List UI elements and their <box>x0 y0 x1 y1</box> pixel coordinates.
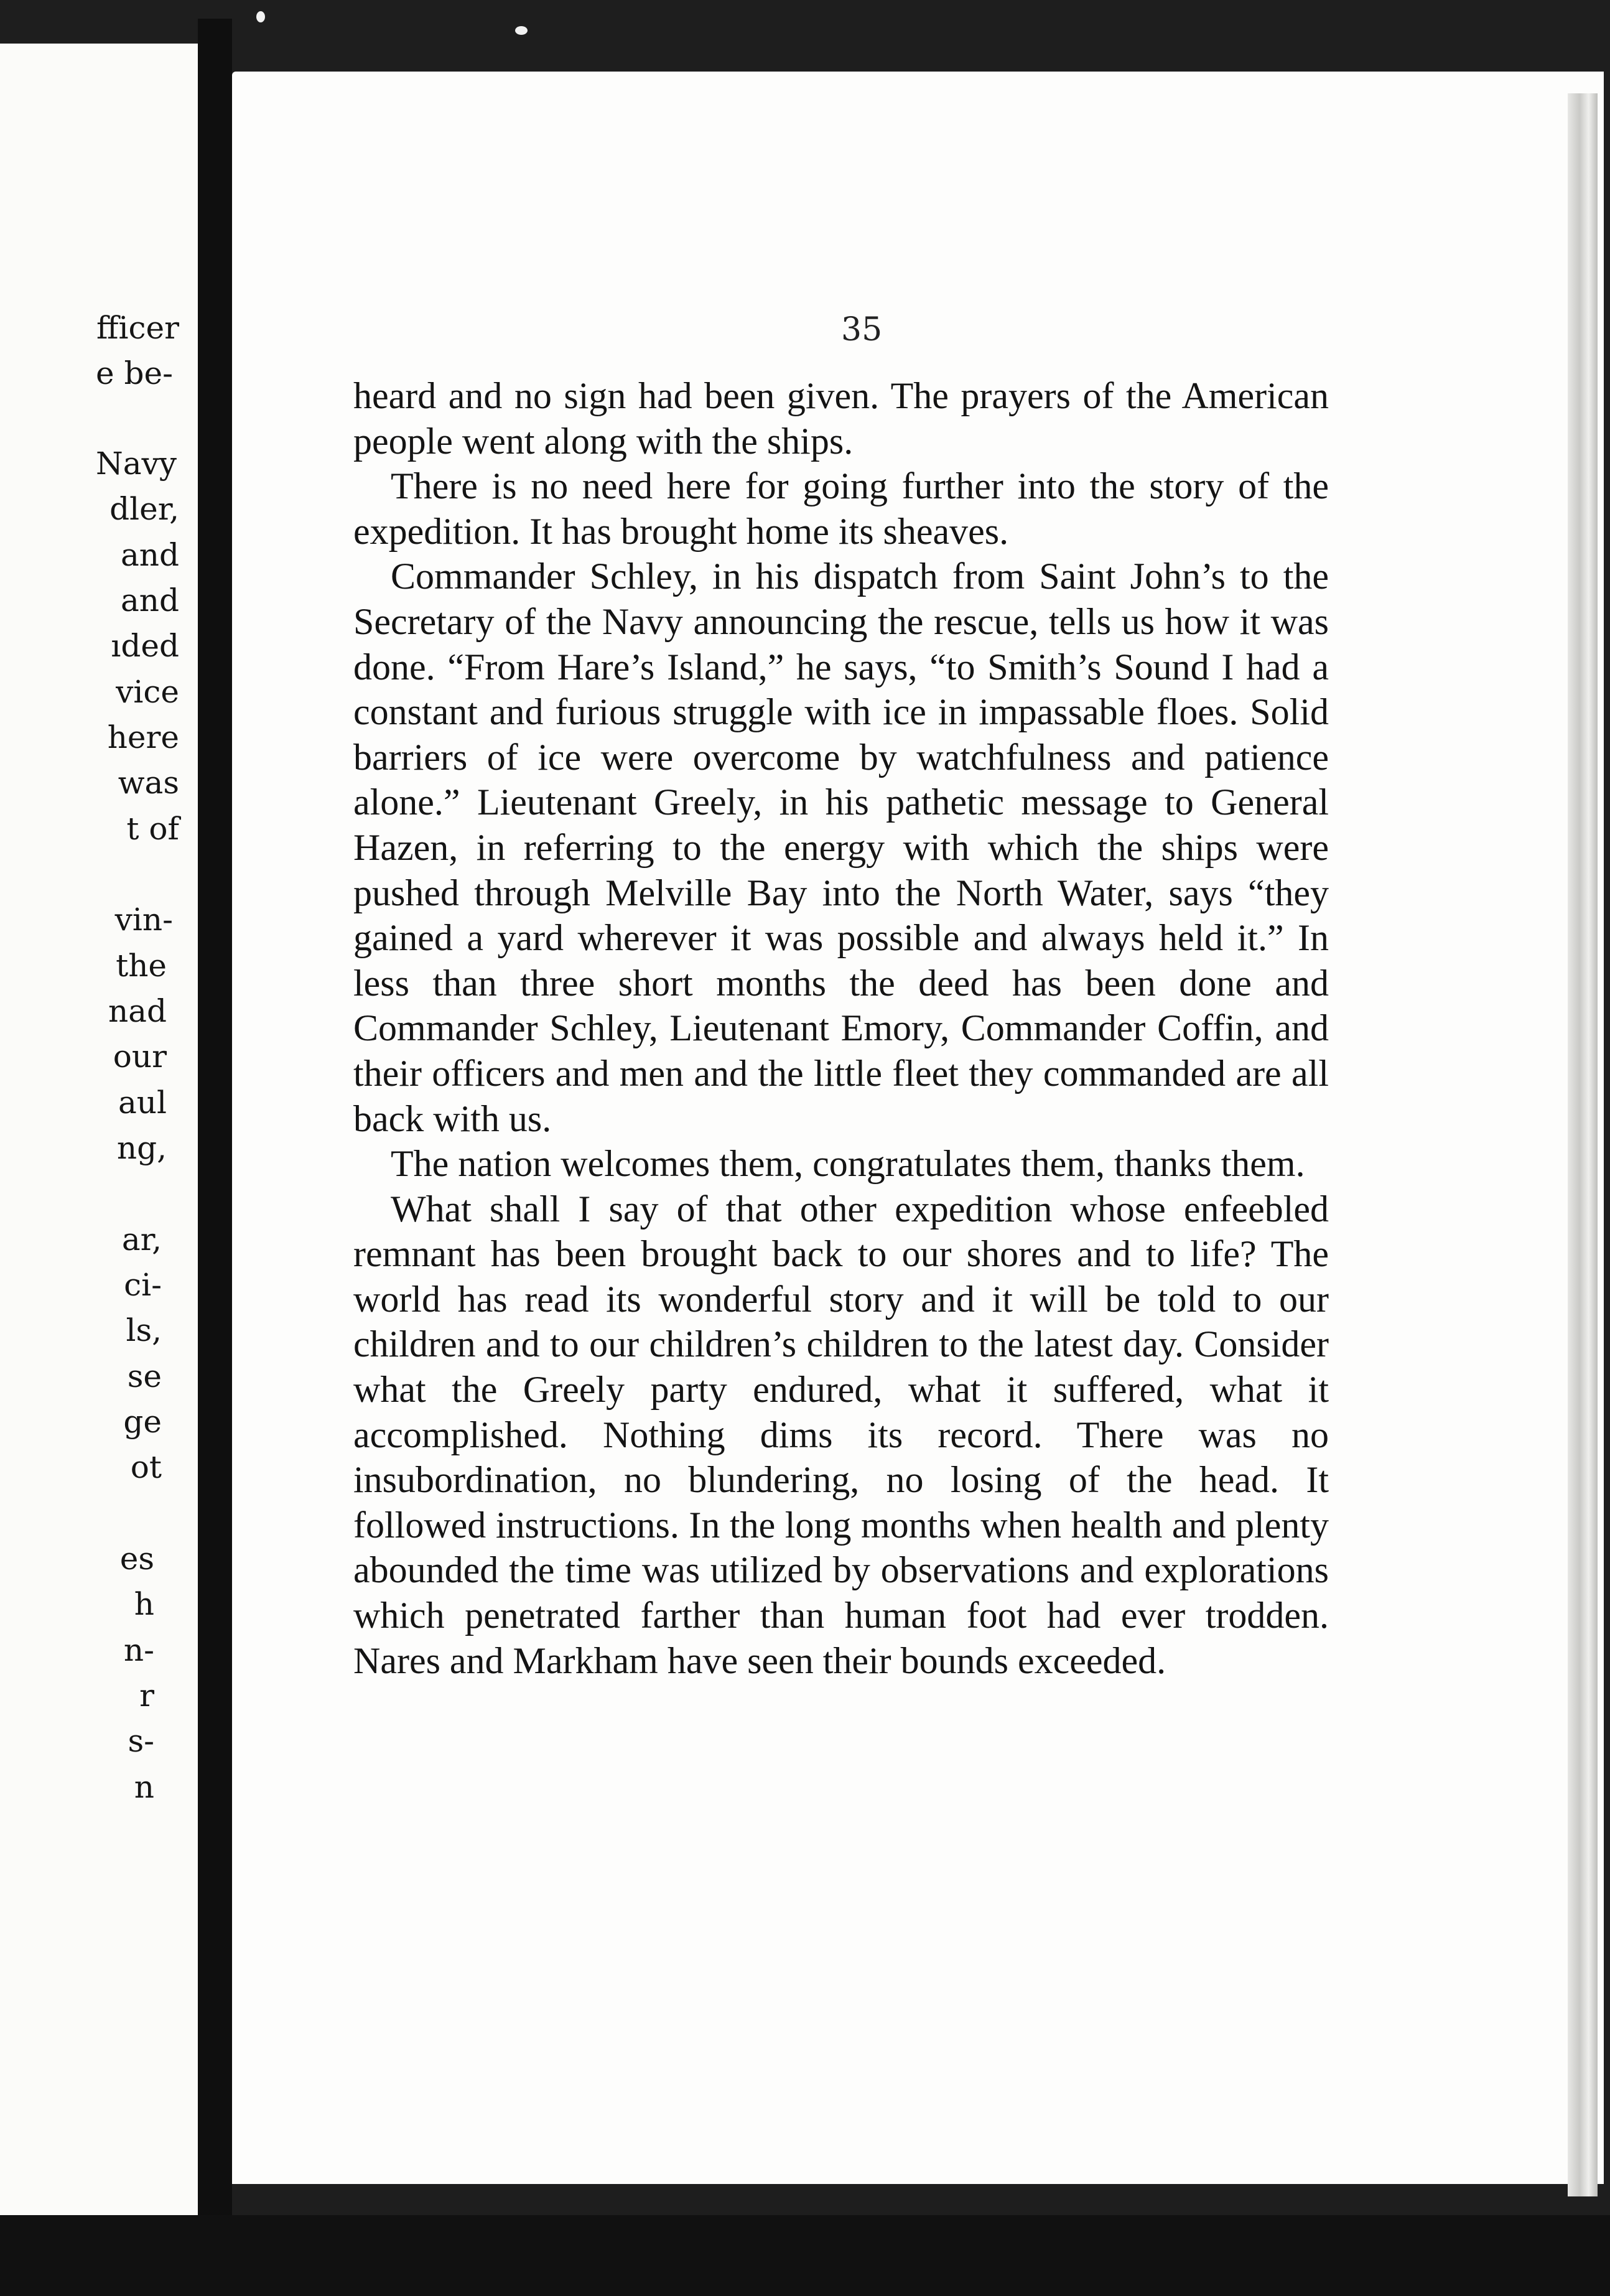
left-page-line: se <box>127 1358 162 1394</box>
paragraph: heard and no sign had been given. The prayers of the American people went along with the ships. <box>353 375 1329 462</box>
body-text <box>353 373 1329 1683</box>
left-page-line: our <box>113 1038 167 1075</box>
scan-speck <box>515 26 528 35</box>
left-page-line: e be- <box>96 355 173 391</box>
book-binding-gutter <box>198 19 232 2234</box>
left-page-line: n <box>134 1769 154 1805</box>
left-page-line: vice <box>116 674 179 710</box>
left-page-line: s- <box>128 1723 154 1759</box>
left-page-line: h <box>134 1586 154 1622</box>
left-page-line: t of <box>126 811 179 847</box>
paragraph: Commander Schley, in his dispatch from Saint John’s to the Secretary of the Navy announcing the rescue, tells us how it was done. “From Hare’s Island,” he says, “to Smith’s Sound I had a constant and furious struggle with ice in impassable floes. Solid barriers of ice were overcome by watchfulness and patience alone.” Lieutenant Greely, in his pathetic message to General Hazen, in referring to the energy with which the ships were pushed through Melville Bay into the North Water, says “they gained a yard wherever it was possible and always held it.” In less than three short months the deed has been done and Commander Schley, Lieutenant Emory, Commander Coffin, and their officers and men and the little fleet they commanded are all back with us. <box>353 556 1329 1139</box>
left-page-line: ge <box>123 1404 162 1440</box>
left-page-line: was <box>118 765 179 801</box>
left-page-fragment <box>0 44 199 2246</box>
left-page-line: ot <box>130 1449 162 1485</box>
left-page-line: dler, <box>109 491 179 527</box>
paragraph: There is no need here for going further into the story of the expedition. It has brought home its sheaves. <box>353 465 1329 552</box>
left-page-line: nad <box>108 993 167 1029</box>
left-page-line: and <box>120 537 179 573</box>
left-page-line: vin- <box>114 902 173 938</box>
left-page-line: and <box>120 582 179 618</box>
paragraph: The nation welcomes them, congratulates them, thanks them. <box>391 1143 1305 1185</box>
left-page-line: n- <box>123 1632 154 1668</box>
left-page-line: ıded <box>111 628 179 664</box>
scan-speck <box>256 11 265 22</box>
left-page-line: fficer <box>96 310 179 346</box>
left-page-line: the <box>116 948 167 984</box>
left-page-line: here <box>107 719 179 755</box>
scan-bottom-border <box>0 2215 1610 2296</box>
left-page-line: ls, <box>126 1312 162 1348</box>
left-page-line: Navy <box>95 446 177 482</box>
left-page-line: ng, <box>116 1130 167 1166</box>
left-page-line: es <box>119 1541 154 1577</box>
left-page-line: ar, <box>121 1221 162 1258</box>
left-page-line: aul <box>118 1085 167 1121</box>
paragraph: What shall I say of that other expedition whose enfeebled remnant has been brought back to our shores and to life? The world has read its wonderful story and it will be told to our children and to our children’s children to the latest day. Consider what the Greely party endured, what it suffered, what it accomplished. Nothing dims its record. There was no insubordination, no blundering, no losing of the head. It followed instructions. In the long months when health and plenty abounded the time was utilized by observations and explorations which penetrated farther than human foot had ever trodden. Nares and Markham have seen their bounds exceeded. <box>353 1188 1329 1681</box>
page-stack-edge <box>1568 93 1598 2196</box>
left-page-line: r <box>139 1678 154 1714</box>
left-page-line: ci- <box>124 1267 162 1303</box>
page-number: 35 <box>841 311 883 348</box>
